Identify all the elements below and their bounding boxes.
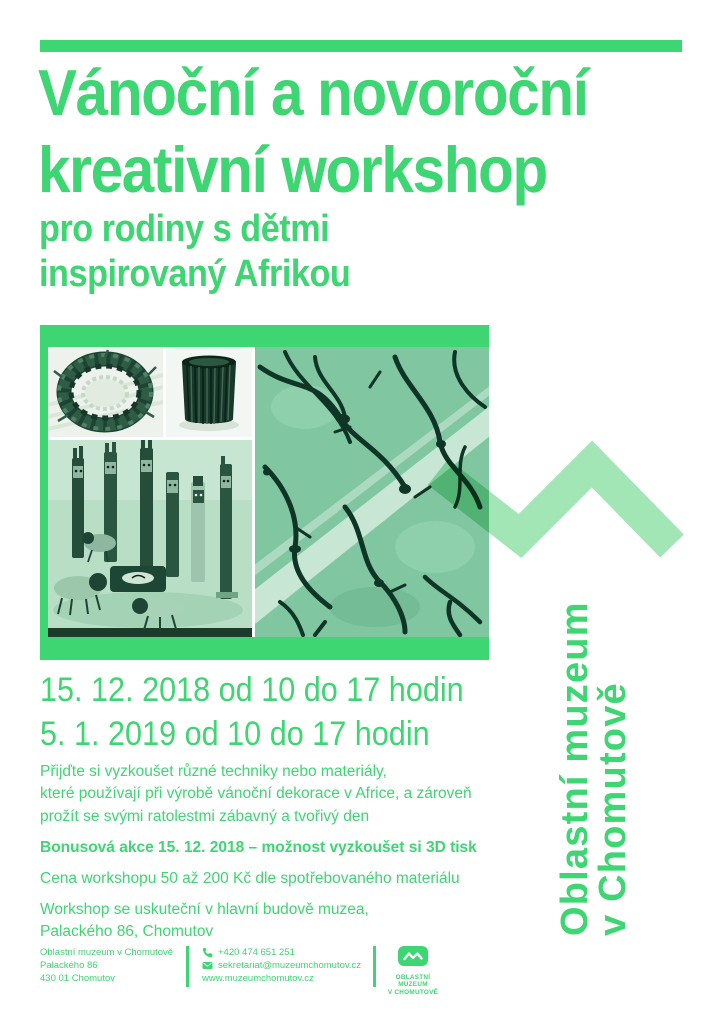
footer-phone: +420 474 651 251 bbox=[218, 947, 295, 958]
subtitle-line-2: inspirovaný Afrikou bbox=[39, 253, 351, 295]
collage-frame-left bbox=[40, 325, 48, 660]
workshop-dates bbox=[40, 668, 511, 756]
figures-photo bbox=[48, 440, 252, 637]
subtitle-line-1: pro rodiny s dětmi bbox=[39, 208, 330, 250]
footer-web-row bbox=[202, 972, 361, 985]
page-title bbox=[38, 54, 649, 208]
basket-photo bbox=[166, 347, 252, 437]
intro-paragraph bbox=[40, 761, 477, 828]
footer-contact bbox=[202, 946, 361, 986]
footer-divider-2 bbox=[373, 946, 376, 987]
footer-phone-row bbox=[202, 946, 361, 959]
museum-name-line-2: v Chomutově bbox=[592, 682, 634, 936]
bonus-line: Bonusová akce 15. 12. 2018 – možnost vyzkoušet si 3D tisk bbox=[40, 838, 477, 856]
intro-line-1: Přijďte si vyzkoušet různé techniky nebo materiály, bbox=[40, 763, 387, 780]
date-line-1: 15. 12. 2018 od 10 do 17 hodin bbox=[40, 671, 464, 709]
footer-address-line-1: Oblastní muzeum v Chomutově bbox=[40, 947, 174, 958]
footer-logo-text-2: V CHOMUTOVĚ bbox=[387, 988, 439, 996]
collage-frame-bottom bbox=[40, 637, 489, 660]
footer-email-row bbox=[202, 959, 361, 972]
footer-web: www.muzeumchomutov.cz bbox=[202, 973, 314, 985]
body-copy bbox=[40, 761, 477, 952]
museum-name-line-1: Oblastní muzeum bbox=[554, 601, 596, 936]
title-line-1: Vánoční a novoroční bbox=[38, 56, 588, 129]
venue-line-2: Palackého 86, Chomutov bbox=[40, 922, 214, 940]
intro-line-2: které používají při výrobě vánoční dekorace v Africe, a zároveň bbox=[40, 785, 472, 803]
museum-zigzag-logo-mark bbox=[425, 435, 705, 575]
museum-logo-icon bbox=[398, 946, 428, 971]
wreath-photo bbox=[48, 347, 163, 437]
wreath-illustration bbox=[48, 347, 163, 437]
footer-email: sekretariat@muzeumchomutov.cz bbox=[218, 960, 362, 972]
footer-divider-1 bbox=[186, 946, 189, 987]
figures-illustration bbox=[48, 440, 252, 637]
footer-address-line-2: Palackého 86 bbox=[40, 960, 98, 972]
price-line: Cena workshopu 50 až 200 Kč dle spotřebovaného materiálu bbox=[40, 869, 460, 887]
collage-frame-top bbox=[40, 325, 489, 347]
top-rule-bar bbox=[40, 40, 682, 52]
museum-name-vertical bbox=[556, 578, 632, 936]
date-line-2: 5. 1. 2019 od 10 do 17 hodin bbox=[40, 715, 430, 753]
footer-logo-text-1: OBLASTNÍ MUZEUM bbox=[395, 974, 431, 989]
footer-address bbox=[40, 946, 173, 986]
basket-illustration bbox=[166, 347, 252, 437]
venue-paragraph bbox=[40, 899, 477, 944]
venue-line-1: Workshop se uskuteční v hlavní budově muzea, bbox=[40, 900, 369, 918]
page-subtitle bbox=[39, 207, 385, 297]
intro-line-3: prožít se svými ratolestmi zábavný a tvořivý den bbox=[40, 807, 370, 825]
footer-address-line-3: 430 01 Chomutov bbox=[40, 973, 115, 985]
footer-museum-logo bbox=[380, 946, 446, 996]
phone-icon bbox=[202, 947, 213, 958]
title-line-2: kreativní workshop bbox=[38, 133, 547, 206]
mail-icon bbox=[202, 960, 213, 971]
